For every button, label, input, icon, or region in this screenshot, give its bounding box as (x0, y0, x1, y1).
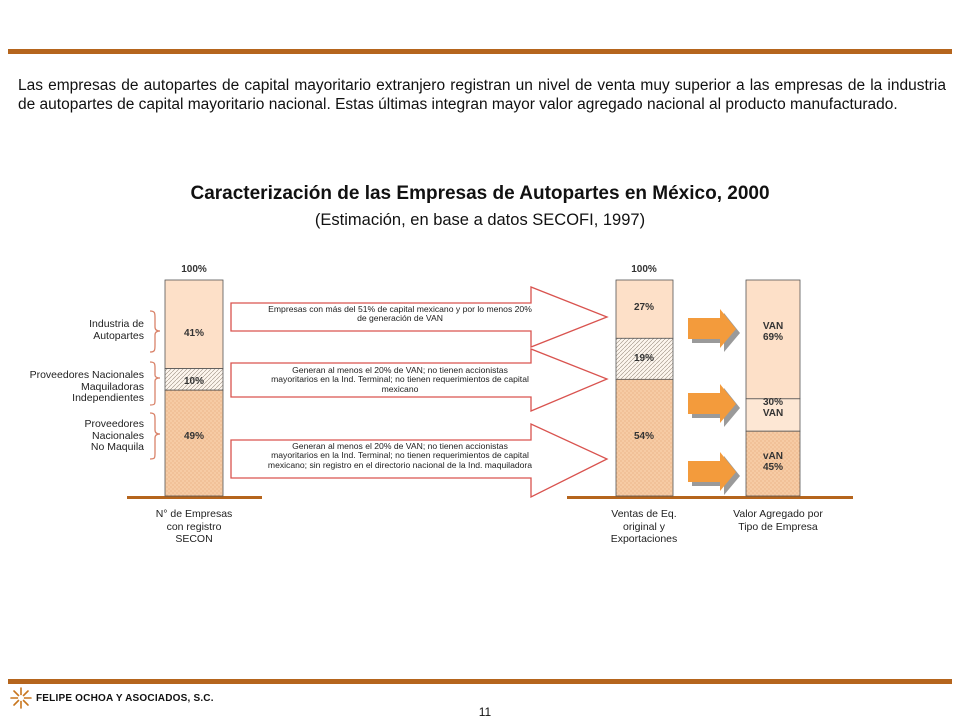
chart-subtitle: (Estimación, en base a datos SECOFI, 1997) (314, 211, 646, 229)
bar1-caption-line3: SECON (175, 533, 213, 545)
arrow-note-2-line1: Generan al menos el 20% de VAN; no tienen accionistas (292, 365, 508, 375)
arrow-note-3 (232, 442, 568, 470)
arrow-note-1-line1: Empresas con más del 51% de capital mexicano y por lo menos 20% (268, 304, 532, 314)
category-label-no-maquila (40, 419, 144, 454)
bar2-seg2-label: 19% (633, 353, 654, 364)
bar1-seg1-label: 41% (183, 328, 204, 339)
arrow-note-3-line2: mayoritarios en la Ind. Terminal; no tienen requerimientos de capital (271, 450, 529, 461)
arrow-note-3-line3: mexicano; sin registro en el directorio nacional de la Ind. maquiladora (267, 459, 533, 470)
small-arrow-2 (688, 384, 740, 427)
bar1-segment-1 (165, 280, 223, 369)
bar3-caption-line2: Tipo de Empresa (738, 520, 818, 533)
bar1-caption-line1: N° de Empresas (155, 508, 233, 520)
bar3-seg3-label (746, 451, 800, 473)
small-arrow-1 (688, 309, 740, 352)
company-logo-icon (9, 686, 33, 710)
bar2-caption-line2: original y (622, 520, 666, 533)
category-no-maquila-line3: No Maquila (90, 441, 144, 453)
bar2-caption-line1: Ventas de Eq. (611, 508, 677, 520)
bar3-seg2-label (746, 397, 800, 419)
arrow-note-1-line2: de generación de VAN (357, 313, 443, 324)
bar3-caption (713, 508, 843, 533)
bottom-rule (8, 679, 952, 684)
small-arrow-3 (688, 452, 740, 495)
arrow-note-1 (232, 305, 568, 324)
bar2-caption-line3: Exportaciones (610, 533, 678, 545)
bar3-seg1-label (746, 321, 800, 343)
category-industria-line1: Industria de (89, 318, 144, 330)
bar1-caption (134, 508, 254, 546)
bar1-caption-line2: con registro (166, 520, 222, 533)
bar3-caption-line1: Valor Agregado por (733, 508, 823, 520)
category-label-maquiladoras (2, 370, 144, 405)
bar3-seg3-line1: vAN (762, 451, 783, 462)
bar3-seg2-line1: 30% (762, 397, 783, 408)
chart-title: Caracterización de las Empresas de Autopartes en México, 2000 (190, 183, 770, 204)
bar2-total-label: 100% (631, 264, 657, 275)
arrow-note-2-line2: mayoritarios en la Ind. Terminal; no tienen requerimientos de capital (271, 374, 529, 385)
footer-company-name: FELIPE OCHOA Y ASOCIADOS, S.C. (36, 693, 214, 704)
arrow-note-3-line1: Generan al menos el 20% de VAN; no tienen accionistas (292, 441, 508, 451)
arrow-note-2-line3: mexicano (381, 383, 419, 394)
bar3-seg1-line1: VAN (762, 321, 784, 332)
bar3-seg2-line2: VAN (762, 408, 784, 419)
arrow-note-2 (232, 366, 568, 394)
category-no-maquila-line1: Proveedores (84, 418, 144, 430)
bar1-segment-3 (165, 390, 223, 496)
brace-maquiladoras (150, 362, 160, 405)
category-industria-line2: Autopartes (93, 329, 144, 342)
bar2-seg1-label: 27% (633, 302, 654, 313)
category-maquiladoras-line2: Maquiladoras (80, 380, 144, 393)
bar1-total-label: 100% (181, 264, 207, 275)
bar1-seg3-label: 49% (183, 431, 204, 442)
bar1-seg2-label: 10% (183, 376, 204, 387)
bar2-seg3-label: 54% (633, 431, 654, 442)
category-maquiladoras-line1: Proveedores Nacionales (29, 369, 144, 381)
category-label-industria (40, 319, 144, 342)
bar3-seg3-line2: 45% (762, 462, 783, 473)
category-no-maquila-line2: Nacionales (92, 429, 144, 442)
brace-industria (150, 311, 160, 352)
bar2-caption (584, 508, 704, 546)
brace-no-maquila (150, 413, 160, 459)
intro-paragraph: Las empresas de autopartes de capital mayoritario extranjero registran un nivel de venta muy superior a las empresas de la industria de autopartes de capital mayoritario nacional. Estas últimas integran mayor valor agregado nacional al producto manufacturado. (18, 77, 946, 113)
bar3-seg1-line2: 69% (762, 332, 783, 343)
page-number: 11 (478, 705, 492, 719)
category-maquiladoras-line3: Independientes (72, 392, 144, 404)
